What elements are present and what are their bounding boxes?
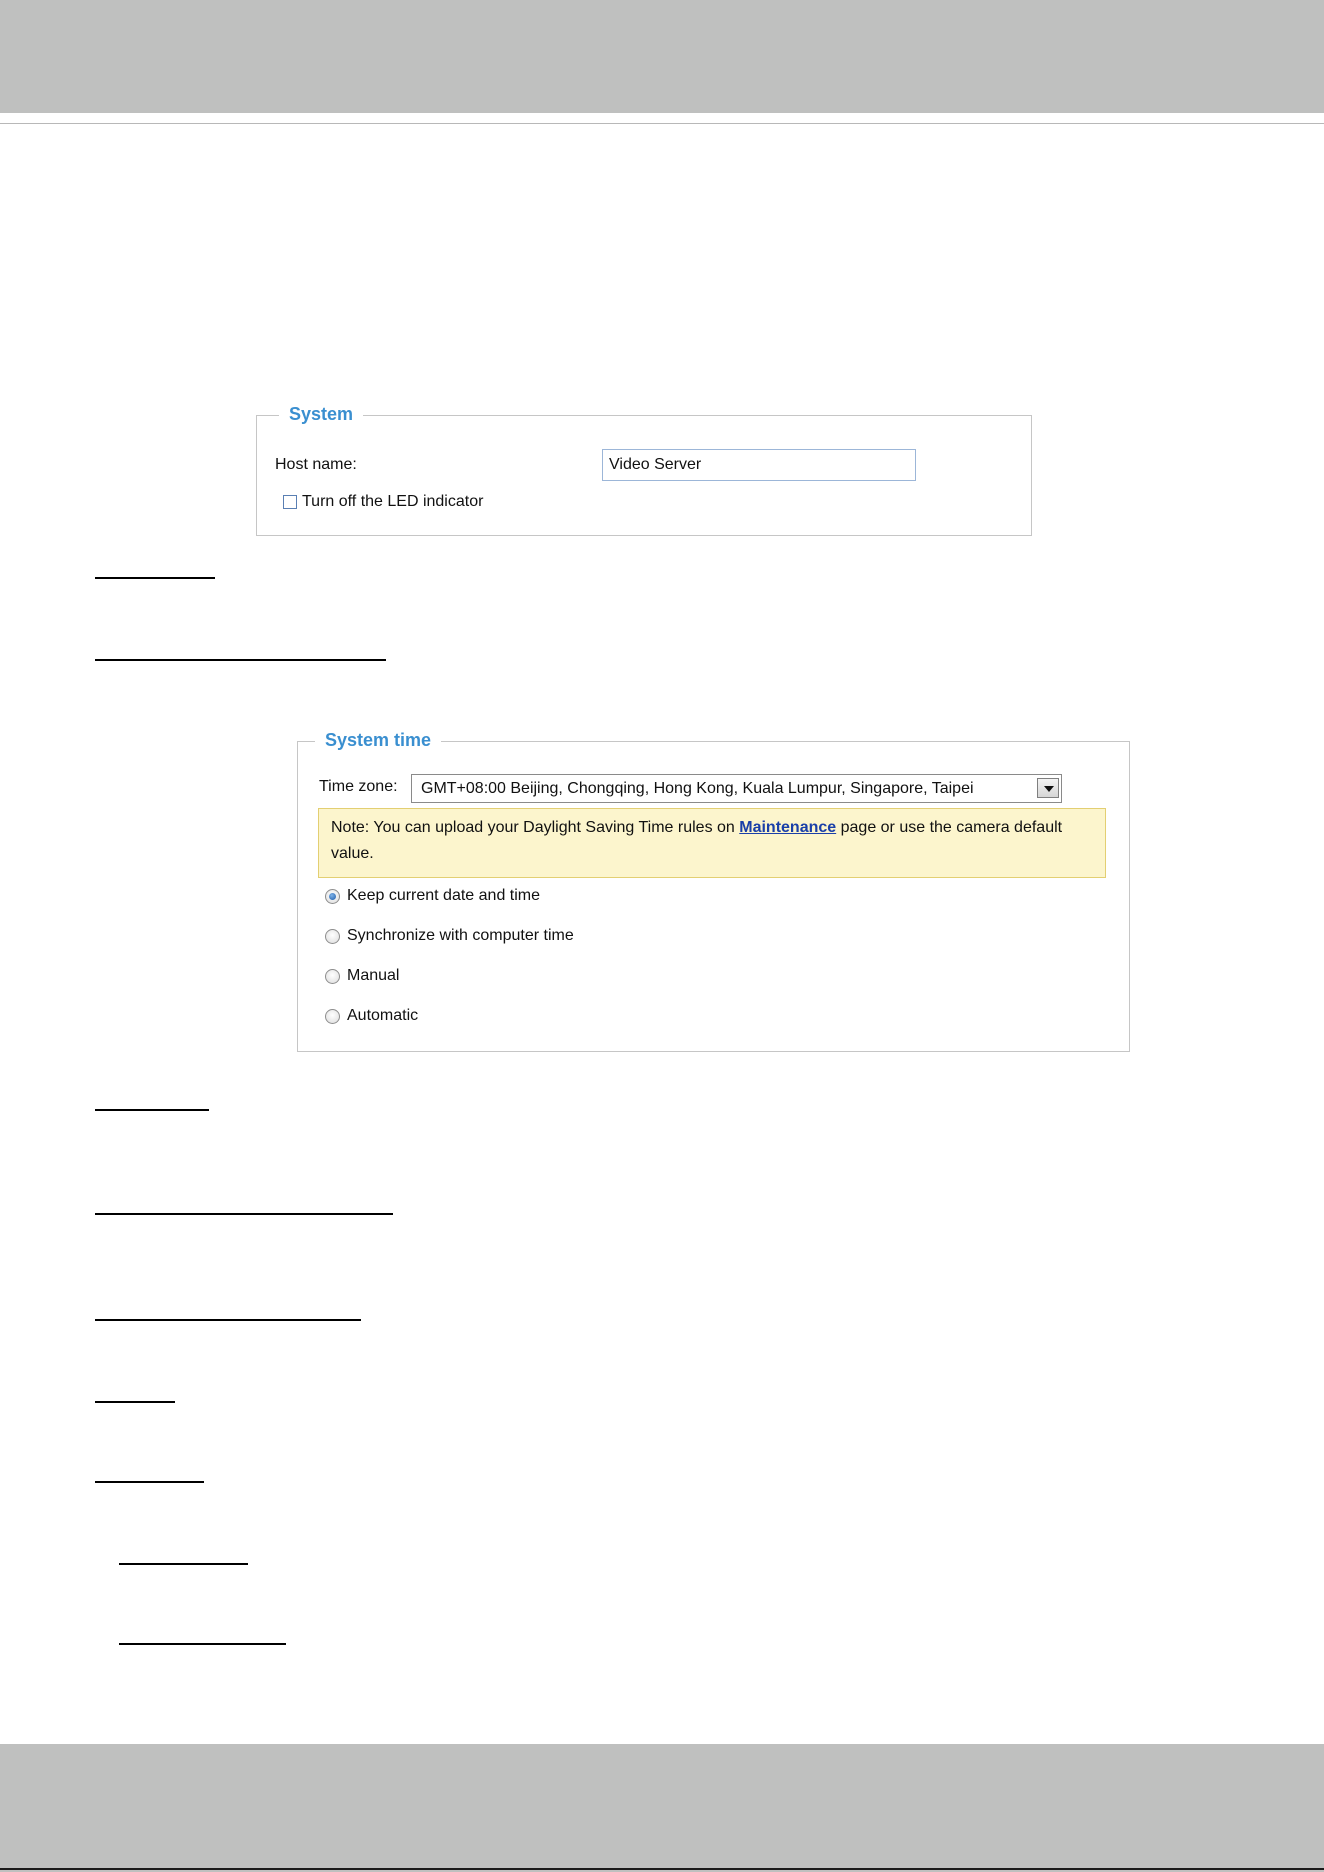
radio-sync-computer[interactable] xyxy=(325,929,340,944)
footer-line xyxy=(0,1868,1324,1870)
section-rule-8 xyxy=(119,1563,248,1565)
dst-note xyxy=(318,808,1106,878)
section-rule-9 xyxy=(119,1643,286,1645)
header-band xyxy=(0,0,1324,113)
maintenance-link[interactable]: Maintenance xyxy=(739,819,837,836)
radio-keep-current[interactable] xyxy=(325,889,340,904)
section-rule-3 xyxy=(95,1109,209,1111)
time-zone-value: GMT+08:00 Beijing, Chongqing, Hong Kong, Kuala Lumpur, Singapore, Taipei xyxy=(421,780,974,797)
note-suffix: page or use the camera default value. xyxy=(331,819,1063,862)
system-time-panel xyxy=(297,730,1130,1052)
system-panel xyxy=(256,404,1032,536)
footer-band xyxy=(0,1744,1324,1872)
section-rule-7 xyxy=(95,1481,204,1483)
time-zone-label: Time zone: xyxy=(319,778,398,795)
led-checkbox-label[interactable]: Turn off the LED indicator xyxy=(302,493,484,510)
header-rule xyxy=(0,123,1324,124)
section-rule-4 xyxy=(95,1213,393,1215)
host-name-input[interactable] xyxy=(602,449,916,481)
chevron-down-icon[interactable] xyxy=(1037,778,1059,798)
radio-automatic-label[interactable]: Automatic xyxy=(347,1007,419,1024)
host-name-label: Host name: xyxy=(275,456,357,473)
note-prefix: Note: You can upload your Daylight Saving Time rules on xyxy=(331,819,740,836)
system-time-legend: System time xyxy=(315,730,441,751)
radio-manual[interactable] xyxy=(325,969,340,984)
led-checkbox[interactable] xyxy=(283,495,297,509)
radio-keep-current-label[interactable]: Keep current date and time xyxy=(347,887,541,904)
section-rule-2 xyxy=(95,659,386,661)
radio-automatic[interactable] xyxy=(325,1009,340,1024)
radio-manual-label[interactable]: Manual xyxy=(347,967,400,984)
system-legend: System xyxy=(279,404,363,425)
section-rule-6 xyxy=(95,1401,175,1403)
time-zone-select[interactable] xyxy=(411,774,1062,803)
section-rule-5 xyxy=(95,1319,361,1321)
section-rule-1 xyxy=(95,577,215,579)
radio-sync-computer-label[interactable]: Synchronize with computer time xyxy=(347,927,574,944)
